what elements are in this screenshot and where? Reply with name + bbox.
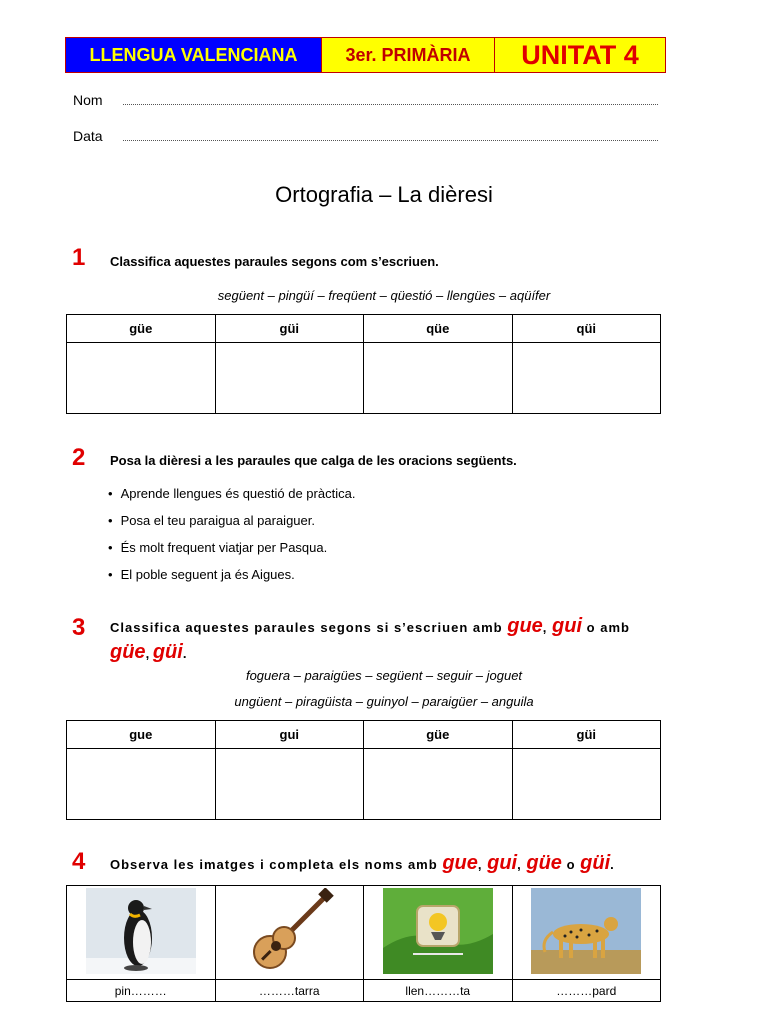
caption-blank[interactable]: ………tarra — [215, 980, 364, 1002]
list-item: • El poble seguent ja és Aigues. — [108, 567, 355, 594]
date-label: Data — [73, 128, 103, 144]
answer-cell[interactable] — [215, 749, 364, 820]
exercise-2-number: 2 — [72, 444, 86, 471]
level-label: 3er. PRIMÀRIA — [321, 37, 495, 73]
exercise-1-instruction: Classifica aquestes paraules segons com s’escriuen. — [110, 254, 439, 269]
image-cell — [364, 886, 513, 980]
image-cell — [215, 886, 364, 980]
table-header: güi — [512, 721, 661, 749]
table-header: gue — [67, 721, 216, 749]
exercise-1-number: 1 — [72, 244, 86, 271]
exercise-4-table — [66, 885, 661, 1002]
list-item: • Posa el teu paraigua al paraiguer. — [108, 513, 355, 540]
unit-label: UNITAT 4 — [494, 37, 666, 73]
answer-cell[interactable] — [215, 343, 364, 414]
exercise-2-list — [108, 486, 355, 594]
exercise-4-instruction: Observa les imatges i completa els noms amb gue, gui, güe o güi. — [110, 852, 615, 874]
exercise-1-table — [66, 314, 661, 414]
table-header: gui — [215, 721, 364, 749]
exercise-1-words: següent – pingüí – freqüent – qüestió – llengües – aqüífer — [217, 288, 551, 303]
answer-cell[interactable] — [512, 343, 661, 414]
shoe-tongue-icon — [383, 888, 493, 974]
page-title: Ortografia – La dièresi — [275, 182, 493, 207]
exercise-3-words-1: foguera – paraigües – següent – seguir – joguet — [245, 668, 523, 683]
table-header: qüi — [512, 315, 661, 343]
list-item: • És molt frequent viatjar per Pasqua. — [108, 540, 355, 567]
name-field[interactable] — [123, 103, 658, 105]
caption-blank[interactable]: pin……… — [67, 980, 216, 1002]
answer-cell[interactable] — [364, 749, 513, 820]
cheetah-icon — [531, 888, 641, 974]
subject-label: LLENGUA VALENCIANA — [65, 37, 322, 73]
answer-cell[interactable] — [364, 343, 513, 414]
penguin-icon — [86, 888, 196, 974]
answer-cell[interactable] — [67, 343, 216, 414]
table-header: güe — [67, 315, 216, 343]
table-header: qüe — [364, 315, 513, 343]
caption-blank[interactable]: ………pard — [512, 980, 661, 1002]
table-header: güe — [364, 721, 513, 749]
image-cell — [67, 886, 216, 980]
name-label: Nom — [73, 92, 103, 108]
exercise-3-table — [66, 720, 661, 820]
exercise-3-instruction-cont: güe, güi. — [110, 641, 187, 663]
date-field[interactable] — [123, 139, 658, 141]
caption-blank[interactable]: llen………ta — [364, 980, 513, 1002]
list-item: • Aprende llengues és questió de pràctica. — [108, 486, 355, 513]
exercise-3-words-2: ungüent – piragüista – guinyol – paraigüer – anguila — [234, 694, 534, 709]
exercise-3-number: 3 — [72, 614, 86, 641]
answer-cell[interactable] — [512, 749, 661, 820]
answer-cell[interactable] — [67, 749, 216, 820]
exercise-3-instruction: Classifica aquestes paraules segons si s’escriuen amb gue, gui o amb — [110, 615, 630, 637]
exercise-2-instruction: Posa la dièresi a les paraules que calga de les oracions següents. — [110, 453, 517, 468]
image-cell — [512, 886, 661, 980]
exercise-4-number: 4 — [72, 848, 86, 875]
guitar-icon — [234, 888, 344, 974]
table-header: güi — [215, 315, 364, 343]
